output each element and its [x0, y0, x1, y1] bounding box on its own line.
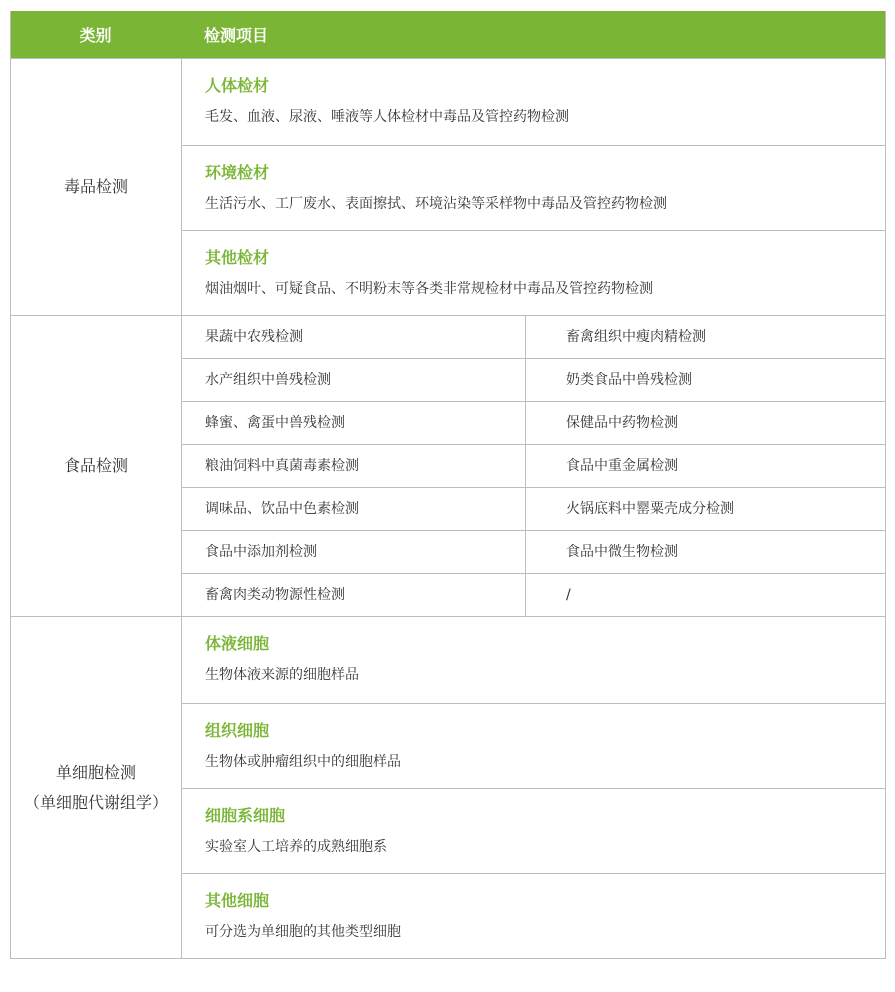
grid-cell: 食品中重金属检测 — [566, 458, 678, 474]
item-card — [182, 145, 885, 230]
grid-cell: 食品中添加剂检测 — [182, 531, 526, 573]
section-food — [11, 315, 885, 616]
table-row — [182, 316, 885, 358]
item-card — [182, 873, 885, 958]
item-card — [182, 59, 885, 145]
grid-cell: 粮油饲料中真菌毒素检测 — [182, 445, 526, 487]
grid-cell: 畜禽肉类动物源性检测 — [182, 574, 526, 616]
table-row — [182, 358, 885, 401]
item-title: 人体检材 — [205, 76, 270, 95]
item-title: 体液细胞 — [205, 634, 270, 653]
grid-cell: 食品中微生物检测 — [566, 544, 678, 560]
item-title: 组织细胞 — [205, 721, 270, 740]
item-title: 其他细胞 — [205, 891, 270, 910]
header-category: 类别 — [79, 26, 112, 45]
item-card — [182, 230, 885, 315]
section-items — [182, 617, 885, 958]
section-single-cell — [11, 616, 885, 958]
item-card — [182, 788, 885, 873]
item-desc: 生物体液来源的细胞样品 — [205, 667, 359, 683]
grid-cell: / — [566, 587, 571, 603]
table-row — [182, 401, 885, 444]
item-title: 环境检材 — [205, 163, 270, 182]
item-card — [182, 617, 885, 703]
item-desc: 可分选为单细胞的其他类型细胞 — [205, 924, 401, 940]
item-desc: 生活污水、工厂废水、表面擦拭、环境沾染等采样物中毒品及管控药物检测 — [205, 196, 667, 212]
category-sublabel: （单细胞代谢组学） — [23, 792, 168, 812]
item-desc: 毛发、血液、尿液、唾液等人体检材中毒品及管控药物检测 — [205, 109, 569, 125]
table-row — [182, 444, 885, 487]
grid-cell: 奶类食品中兽残检测 — [566, 372, 692, 388]
grid-cell: 果蔬中农残检测 — [182, 316, 526, 358]
table-row — [182, 487, 885, 530]
item-desc: 实验室人工培养的成熟细胞系 — [205, 839, 387, 855]
category-label: 食品检测 — [63, 456, 128, 475]
grid-cell: 调味品、饮品中色素检测 — [182, 488, 526, 530]
grid-cell: 蜂蜜、禽蛋中兽残检测 — [182, 402, 526, 444]
table-row — [182, 573, 885, 616]
item-desc: 生物体或肿瘤组织中的细胞样品 — [205, 754, 401, 770]
grid-cell: 火锅底料中罂粟壳成分检测 — [566, 501, 734, 517]
section-grid — [182, 316, 885, 616]
detection-table — [10, 11, 886, 959]
category-label: 单细胞检测 — [55, 762, 136, 782]
category-cell — [11, 316, 182, 616]
grid-cell: 畜禽组织中瘦肉精检测 — [566, 329, 706, 345]
item-card — [182, 703, 885, 788]
table-row — [182, 530, 885, 573]
grid-cell: 水产组织中兽残检测 — [182, 359, 526, 401]
grid-cell: 保健品中药物检测 — [566, 415, 678, 431]
section-drug — [11, 58, 885, 315]
item-title: 其他检材 — [205, 248, 270, 267]
item-title: 细胞系细胞 — [205, 806, 286, 825]
category-label: 毒品检测 — [63, 177, 128, 196]
table-header — [11, 11, 885, 58]
category-cell — [11, 59, 182, 315]
header-items: 检测项目 — [204, 26, 269, 45]
category-cell — [11, 617, 182, 958]
item-desc: 烟油烟叶、可疑食品、不明粉末等各类非常规检材中毒品及管控药物检测 — [205, 281, 653, 297]
section-items — [182, 59, 885, 315]
